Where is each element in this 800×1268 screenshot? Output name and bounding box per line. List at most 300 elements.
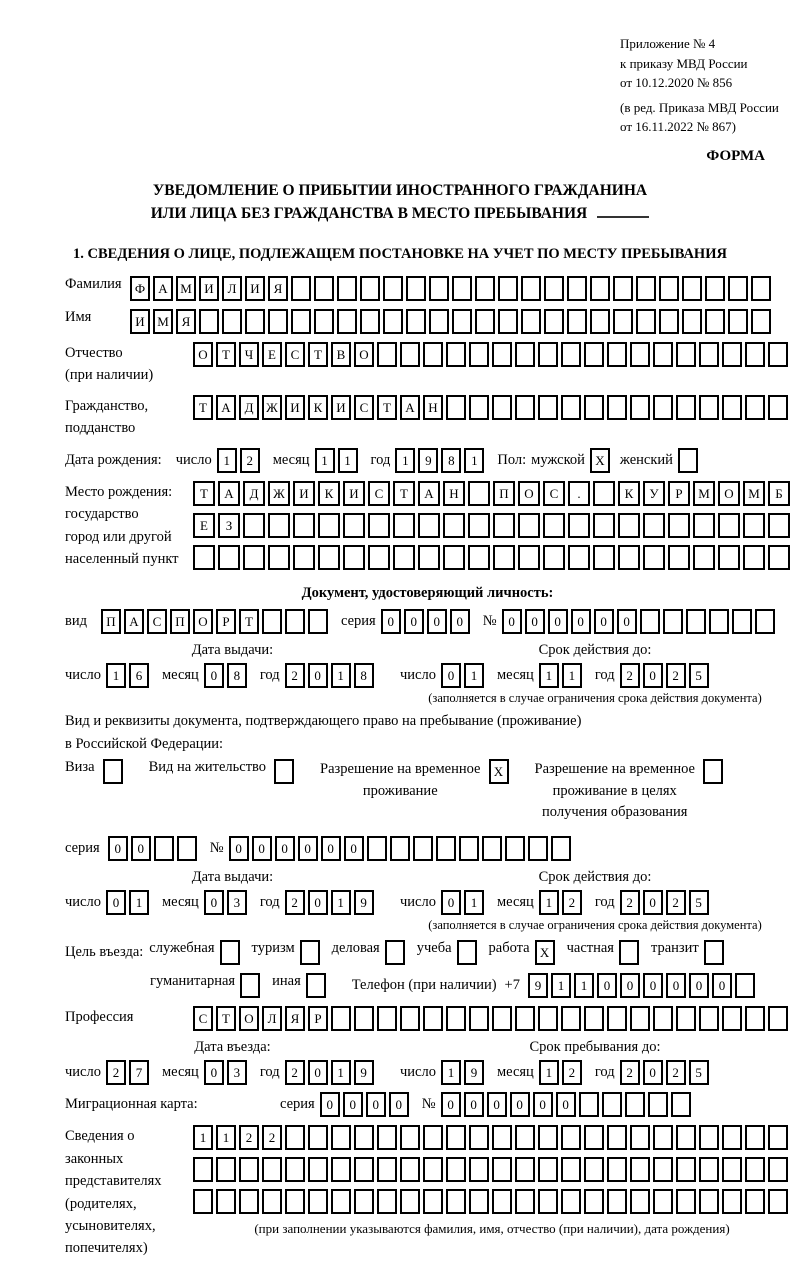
char-cell[interactable] — [686, 609, 706, 634]
char-cell[interactable]: Р — [668, 481, 690, 506]
char-cell[interactable] — [243, 545, 265, 570]
char-cell[interactable] — [584, 1189, 604, 1214]
char-cell[interactable] — [718, 513, 740, 538]
char-cell[interactable] — [693, 513, 715, 538]
char-cell[interactable]: Т — [239, 609, 259, 634]
char-cell[interactable] — [584, 1157, 604, 1182]
char-cell[interactable]: 0 — [441, 1092, 461, 1117]
purpose-other-checkbox[interactable] — [306, 973, 326, 998]
char-cell[interactable]: 1 — [464, 890, 484, 915]
char-cell[interactable] — [722, 1189, 742, 1214]
char-cell[interactable] — [659, 309, 679, 334]
char-cell[interactable]: Т — [308, 342, 328, 367]
char-cell[interactable] — [567, 309, 587, 334]
char-cell[interactable] — [676, 1189, 696, 1214]
char-cell[interactable] — [218, 545, 240, 570]
char-cell[interactable] — [768, 545, 790, 570]
residence-permit-checkbox[interactable] — [274, 759, 294, 784]
char-cell[interactable]: У — [643, 481, 665, 506]
char-cell[interactable] — [699, 395, 719, 420]
char-cell[interactable] — [337, 276, 357, 301]
char-cell[interactable]: 0 — [229, 836, 249, 861]
char-cell[interactable]: 0 — [308, 663, 328, 688]
char-cell[interactable] — [354, 1157, 374, 1182]
char-cell[interactable] — [475, 309, 495, 334]
char-cell[interactable]: О — [518, 481, 540, 506]
char-cell[interactable]: 0 — [131, 836, 151, 861]
char-cell[interactable] — [722, 1157, 742, 1182]
char-cell[interactable] — [613, 309, 633, 334]
char-cell[interactable] — [640, 609, 660, 634]
char-cell[interactable]: С — [354, 395, 374, 420]
char-cell[interactable]: 0 — [464, 1092, 484, 1117]
char-cell[interactable] — [505, 836, 525, 861]
char-cell[interactable]: 0 — [556, 1092, 576, 1117]
char-cell[interactable] — [216, 1157, 236, 1182]
char-cell[interactable] — [268, 513, 290, 538]
char-cell[interactable]: 9 — [354, 890, 374, 915]
char-cell[interactable]: 0 — [594, 609, 614, 634]
char-cell[interactable]: 1 — [539, 1060, 559, 1085]
char-cell[interactable] — [406, 309, 426, 334]
char-cell[interactable]: 0 — [381, 609, 401, 634]
char-cell[interactable]: 0 — [597, 973, 617, 998]
char-cell[interactable] — [518, 545, 540, 570]
char-cell[interactable] — [722, 342, 742, 367]
char-cell[interactable] — [243, 513, 265, 538]
char-cell[interactable]: Е — [262, 342, 282, 367]
char-cell[interactable] — [354, 1189, 374, 1214]
char-cell[interactable] — [262, 1189, 282, 1214]
char-cell[interactable] — [607, 342, 627, 367]
char-cell[interactable] — [308, 1125, 328, 1150]
char-cell[interactable]: А — [218, 481, 240, 506]
char-cell[interactable] — [331, 1189, 351, 1214]
char-cell[interactable]: 2 — [620, 890, 640, 915]
char-cell[interactable]: 1 — [331, 1060, 351, 1085]
char-cell[interactable] — [377, 342, 397, 367]
char-cell[interactable] — [745, 1006, 765, 1031]
char-cell[interactable]: 0 — [106, 890, 126, 915]
char-cell[interactable] — [291, 309, 311, 334]
char-cell[interactable] — [718, 545, 740, 570]
char-cell[interactable] — [709, 609, 729, 634]
char-cell[interactable] — [193, 545, 215, 570]
char-cell[interactable] — [728, 309, 748, 334]
char-cell[interactable]: Р — [308, 1006, 328, 1031]
char-cell[interactable] — [469, 1125, 489, 1150]
char-cell[interactable] — [653, 395, 673, 420]
char-cell[interactable] — [291, 276, 311, 301]
char-cell[interactable]: 0 — [617, 609, 637, 634]
char-cell[interactable]: 1 — [217, 448, 237, 473]
char-cell[interactable]: Н — [443, 481, 465, 506]
purpose-business-checkbox[interactable] — [220, 940, 240, 965]
char-cell[interactable]: 5 — [689, 1060, 709, 1085]
char-cell[interactable] — [492, 342, 512, 367]
char-cell[interactable]: Д — [239, 395, 259, 420]
char-cell[interactable] — [468, 513, 490, 538]
char-cell[interactable] — [222, 309, 242, 334]
char-cell[interactable] — [751, 309, 771, 334]
char-cell[interactable]: 1 — [315, 448, 335, 473]
char-cell[interactable]: 2 — [666, 1060, 686, 1085]
char-cell[interactable] — [469, 1157, 489, 1182]
char-cell[interactable] — [245, 309, 265, 334]
char-cell[interactable] — [630, 1125, 650, 1150]
char-cell[interactable] — [360, 309, 380, 334]
char-cell[interactable]: 2 — [106, 1060, 126, 1085]
char-cell[interactable] — [618, 545, 640, 570]
char-cell[interactable] — [561, 395, 581, 420]
char-cell[interactable]: И — [130, 309, 150, 334]
char-cell[interactable]: 9 — [418, 448, 438, 473]
char-cell[interactable] — [653, 1006, 673, 1031]
char-cell[interactable]: 0 — [689, 973, 709, 998]
char-cell[interactable]: 0 — [510, 1092, 530, 1117]
char-cell[interactable]: 9 — [464, 1060, 484, 1085]
char-cell[interactable] — [579, 1092, 599, 1117]
char-cell[interactable]: 8 — [227, 663, 247, 688]
char-cell[interactable]: И — [293, 481, 315, 506]
char-cell[interactable] — [625, 1092, 645, 1117]
char-cell[interactable] — [493, 513, 515, 538]
char-cell[interactable]: 2 — [239, 1125, 259, 1150]
char-cell[interactable]: 2 — [562, 1060, 582, 1085]
char-cell[interactable]: 0 — [427, 609, 447, 634]
char-cell[interactable]: 0 — [343, 1092, 363, 1117]
char-cell[interactable] — [699, 1125, 719, 1150]
char-cell[interactable] — [768, 395, 788, 420]
char-cell[interactable] — [722, 1006, 742, 1031]
char-cell[interactable] — [732, 609, 752, 634]
char-cell[interactable] — [418, 545, 440, 570]
char-cell[interactable] — [400, 1157, 420, 1182]
char-cell[interactable] — [193, 1157, 213, 1182]
char-cell[interactable]: 1 — [464, 448, 484, 473]
char-cell[interactable]: С — [368, 481, 390, 506]
char-cell[interactable]: 0 — [366, 1092, 386, 1117]
char-cell[interactable]: 8 — [441, 448, 461, 473]
char-cell[interactable]: И — [343, 481, 365, 506]
char-cell[interactable] — [568, 513, 590, 538]
char-cell[interactable] — [469, 395, 489, 420]
char-cell[interactable] — [393, 545, 415, 570]
char-cell[interactable] — [468, 481, 490, 506]
char-cell[interactable] — [636, 309, 656, 334]
char-cell[interactable]: 0 — [320, 1092, 340, 1117]
char-cell[interactable] — [423, 1157, 443, 1182]
char-cell[interactable]: 1 — [441, 1060, 461, 1085]
char-cell[interactable] — [406, 276, 426, 301]
char-cell[interactable] — [561, 342, 581, 367]
char-cell[interactable] — [515, 1189, 535, 1214]
char-cell[interactable]: М — [693, 481, 715, 506]
char-cell[interactable] — [671, 1092, 691, 1117]
char-cell[interactable] — [745, 342, 765, 367]
char-cell[interactable]: 0 — [502, 609, 522, 634]
char-cell[interactable]: 0 — [450, 609, 470, 634]
char-cell[interactable]: К — [318, 481, 340, 506]
char-cell[interactable] — [482, 836, 502, 861]
char-cell[interactable] — [676, 1157, 696, 1182]
char-cell[interactable]: 0 — [344, 836, 364, 861]
char-cell[interactable]: 3 — [227, 1060, 247, 1085]
purpose-work-checkbox[interactable]: X — [535, 940, 555, 965]
char-cell[interactable] — [699, 1006, 719, 1031]
char-cell[interactable] — [538, 1006, 558, 1031]
char-cell[interactable]: Б — [768, 481, 790, 506]
char-cell[interactable] — [607, 1189, 627, 1214]
char-cell[interactable] — [745, 1157, 765, 1182]
char-cell[interactable] — [593, 545, 615, 570]
char-cell[interactable] — [544, 276, 564, 301]
char-cell[interactable]: 0 — [441, 663, 461, 688]
char-cell[interactable] — [543, 545, 565, 570]
char-cell[interactable] — [699, 1189, 719, 1214]
char-cell[interactable]: Т — [377, 395, 397, 420]
char-cell[interactable] — [459, 836, 479, 861]
char-cell[interactable]: Т — [216, 1006, 236, 1031]
char-cell[interactable]: К — [308, 395, 328, 420]
char-cell[interactable] — [400, 1006, 420, 1031]
char-cell[interactable] — [393, 513, 415, 538]
char-cell[interactable] — [475, 276, 495, 301]
char-cell[interactable]: М — [176, 276, 196, 301]
char-cell[interactable]: Л — [222, 276, 242, 301]
char-cell[interactable] — [521, 309, 541, 334]
char-cell[interactable]: 0 — [204, 1060, 224, 1085]
char-cell[interactable] — [446, 342, 466, 367]
char-cell[interactable]: 1 — [331, 663, 351, 688]
char-cell[interactable]: И — [199, 276, 219, 301]
char-cell[interactable] — [682, 309, 702, 334]
char-cell[interactable] — [653, 342, 673, 367]
char-cell[interactable]: 0 — [487, 1092, 507, 1117]
char-cell[interactable]: 0 — [666, 973, 686, 998]
char-cell[interactable]: 2 — [562, 890, 582, 915]
char-cell[interactable]: Т — [193, 481, 215, 506]
char-cell[interactable]: 1 — [395, 448, 415, 473]
char-cell[interactable]: 2 — [240, 448, 260, 473]
char-cell[interactable] — [768, 1189, 788, 1214]
gender-male-checkbox[interactable]: X — [590, 448, 610, 473]
char-cell[interactable]: 2 — [620, 663, 640, 688]
char-cell[interactable] — [593, 481, 615, 506]
char-cell[interactable]: 1 — [338, 448, 358, 473]
char-cell[interactable] — [722, 1125, 742, 1150]
char-cell[interactable] — [768, 1157, 788, 1182]
char-cell[interactable] — [607, 1006, 627, 1031]
char-cell[interactable] — [630, 1189, 650, 1214]
purpose-tourism-checkbox[interactable] — [300, 940, 320, 965]
char-cell[interactable] — [390, 836, 410, 861]
char-cell[interactable] — [239, 1189, 259, 1214]
char-cell[interactable]: Т — [193, 395, 213, 420]
temp-residence-checkbox[interactable]: X — [489, 759, 509, 784]
char-cell[interactable] — [331, 1157, 351, 1182]
char-cell[interactable] — [676, 1125, 696, 1150]
char-cell[interactable] — [492, 1125, 512, 1150]
char-cell[interactable]: К — [618, 481, 640, 506]
char-cell[interactable]: С — [147, 609, 167, 634]
char-cell[interactable]: 0 — [643, 890, 663, 915]
char-cell[interactable]: З — [218, 513, 240, 538]
char-cell[interactable] — [653, 1189, 673, 1214]
char-cell[interactable] — [492, 1189, 512, 1214]
char-cell[interactable] — [446, 1006, 466, 1031]
char-cell[interactable]: 0 — [404, 609, 424, 634]
char-cell[interactable]: И — [245, 276, 265, 301]
char-cell[interactable]: 0 — [275, 836, 295, 861]
char-cell[interactable] — [154, 836, 174, 861]
char-cell[interactable]: Д — [243, 481, 265, 506]
char-cell[interactable] — [293, 513, 315, 538]
char-cell[interactable] — [423, 1006, 443, 1031]
char-cell[interactable] — [584, 1006, 604, 1031]
char-cell[interactable]: 5 — [689, 663, 709, 688]
char-cell[interactable] — [400, 1125, 420, 1150]
char-cell[interactable] — [423, 342, 443, 367]
char-cell[interactable] — [544, 309, 564, 334]
char-cell[interactable]: 0 — [308, 890, 328, 915]
char-cell[interactable] — [446, 1125, 466, 1150]
char-cell[interactable] — [728, 276, 748, 301]
char-cell[interactable]: О — [718, 481, 740, 506]
char-cell[interactable] — [768, 342, 788, 367]
char-cell[interactable] — [676, 1006, 696, 1031]
char-cell[interactable] — [354, 1006, 374, 1031]
char-cell[interactable] — [468, 545, 490, 570]
char-cell[interactable]: 0 — [643, 973, 663, 998]
char-cell[interactable] — [567, 276, 587, 301]
purpose-study-checkbox[interactable] — [457, 940, 477, 965]
char-cell[interactable] — [377, 1189, 397, 1214]
char-cell[interactable] — [383, 276, 403, 301]
char-cell[interactable] — [308, 609, 328, 634]
char-cell[interactable] — [668, 513, 690, 538]
char-cell[interactable] — [745, 1189, 765, 1214]
char-cell[interactable] — [193, 1189, 213, 1214]
char-cell[interactable] — [618, 513, 640, 538]
char-cell[interactable]: 1 — [574, 973, 594, 998]
char-cell[interactable] — [584, 342, 604, 367]
char-cell[interactable] — [630, 1006, 650, 1031]
char-cell[interactable] — [568, 545, 590, 570]
char-cell[interactable]: 2 — [666, 663, 686, 688]
char-cell[interactable] — [293, 545, 315, 570]
char-cell[interactable]: 7 — [129, 1060, 149, 1085]
char-cell[interactable] — [423, 1189, 443, 1214]
visa-checkbox[interactable] — [103, 759, 123, 784]
char-cell[interactable]: 0 — [525, 609, 545, 634]
char-cell[interactable] — [446, 1157, 466, 1182]
char-cell[interactable] — [262, 1157, 282, 1182]
char-cell[interactable] — [337, 309, 357, 334]
char-cell[interactable] — [515, 1157, 535, 1182]
char-cell[interactable]: Я — [176, 309, 196, 334]
char-cell[interactable] — [331, 1125, 351, 1150]
gender-female-checkbox[interactable] — [678, 448, 698, 473]
char-cell[interactable] — [177, 836, 197, 861]
char-cell[interactable]: 1 — [193, 1125, 213, 1150]
char-cell[interactable] — [443, 545, 465, 570]
char-cell[interactable] — [538, 342, 558, 367]
char-cell[interactable]: С — [543, 481, 565, 506]
char-cell[interactable] — [239, 1157, 259, 1182]
char-cell[interactable]: О — [239, 1006, 259, 1031]
char-cell[interactable] — [699, 342, 719, 367]
char-cell[interactable]: 0 — [108, 836, 128, 861]
char-cell[interactable] — [705, 309, 725, 334]
char-cell[interactable] — [538, 1157, 558, 1182]
purpose-transit-checkbox[interactable] — [704, 940, 724, 965]
char-cell[interactable] — [636, 276, 656, 301]
char-cell[interactable]: 3 — [227, 890, 247, 915]
char-cell[interactable]: 0 — [548, 609, 568, 634]
char-cell[interactable]: 2 — [285, 663, 305, 688]
char-cell[interactable]: 1 — [216, 1125, 236, 1150]
char-cell[interactable] — [682, 276, 702, 301]
char-cell[interactable]: 1 — [129, 890, 149, 915]
char-cell[interactable] — [518, 513, 540, 538]
char-cell[interactable] — [653, 1125, 673, 1150]
char-cell[interactable] — [262, 609, 282, 634]
char-cell[interactable] — [446, 395, 466, 420]
char-cell[interactable]: Р — [216, 609, 236, 634]
char-cell[interactable] — [515, 1006, 535, 1031]
char-cell[interactable]: Л — [262, 1006, 282, 1031]
char-cell[interactable] — [343, 545, 365, 570]
char-cell[interactable] — [423, 1125, 443, 1150]
char-cell[interactable] — [418, 513, 440, 538]
char-cell[interactable] — [768, 1125, 788, 1150]
char-cell[interactable]: С — [285, 342, 305, 367]
char-cell[interactable]: 0 — [298, 836, 318, 861]
char-cell[interactable]: М — [743, 481, 765, 506]
char-cell[interactable] — [493, 545, 515, 570]
char-cell[interactable] — [561, 1125, 581, 1150]
char-cell[interactable] — [561, 1006, 581, 1031]
char-cell[interactable] — [551, 836, 571, 861]
char-cell[interactable]: 0 — [533, 1092, 553, 1117]
char-cell[interactable] — [429, 276, 449, 301]
char-cell[interactable] — [630, 395, 650, 420]
char-cell[interactable] — [354, 1125, 374, 1150]
char-cell[interactable]: Ф — [130, 276, 150, 301]
char-cell[interactable]: Я — [268, 276, 288, 301]
char-cell[interactable] — [443, 513, 465, 538]
char-cell[interactable] — [492, 395, 512, 420]
char-cell[interactable]: И — [285, 395, 305, 420]
char-cell[interactable] — [607, 1157, 627, 1182]
char-cell[interactable]: 0 — [204, 890, 224, 915]
char-cell[interactable] — [538, 1125, 558, 1150]
char-cell[interactable]: 0 — [389, 1092, 409, 1117]
char-cell[interactable] — [607, 395, 627, 420]
char-cell[interactable] — [446, 1189, 466, 1214]
char-cell[interactable] — [216, 1189, 236, 1214]
char-cell[interactable]: Ж — [262, 395, 282, 420]
char-cell[interactable] — [515, 342, 535, 367]
char-cell[interactable] — [630, 1157, 650, 1182]
char-cell[interactable] — [314, 309, 334, 334]
char-cell[interactable]: 1 — [562, 663, 582, 688]
char-cell[interactable]: 9 — [354, 1060, 374, 1085]
char-cell[interactable] — [498, 276, 518, 301]
char-cell[interactable] — [668, 545, 690, 570]
char-cell[interactable] — [285, 609, 305, 634]
